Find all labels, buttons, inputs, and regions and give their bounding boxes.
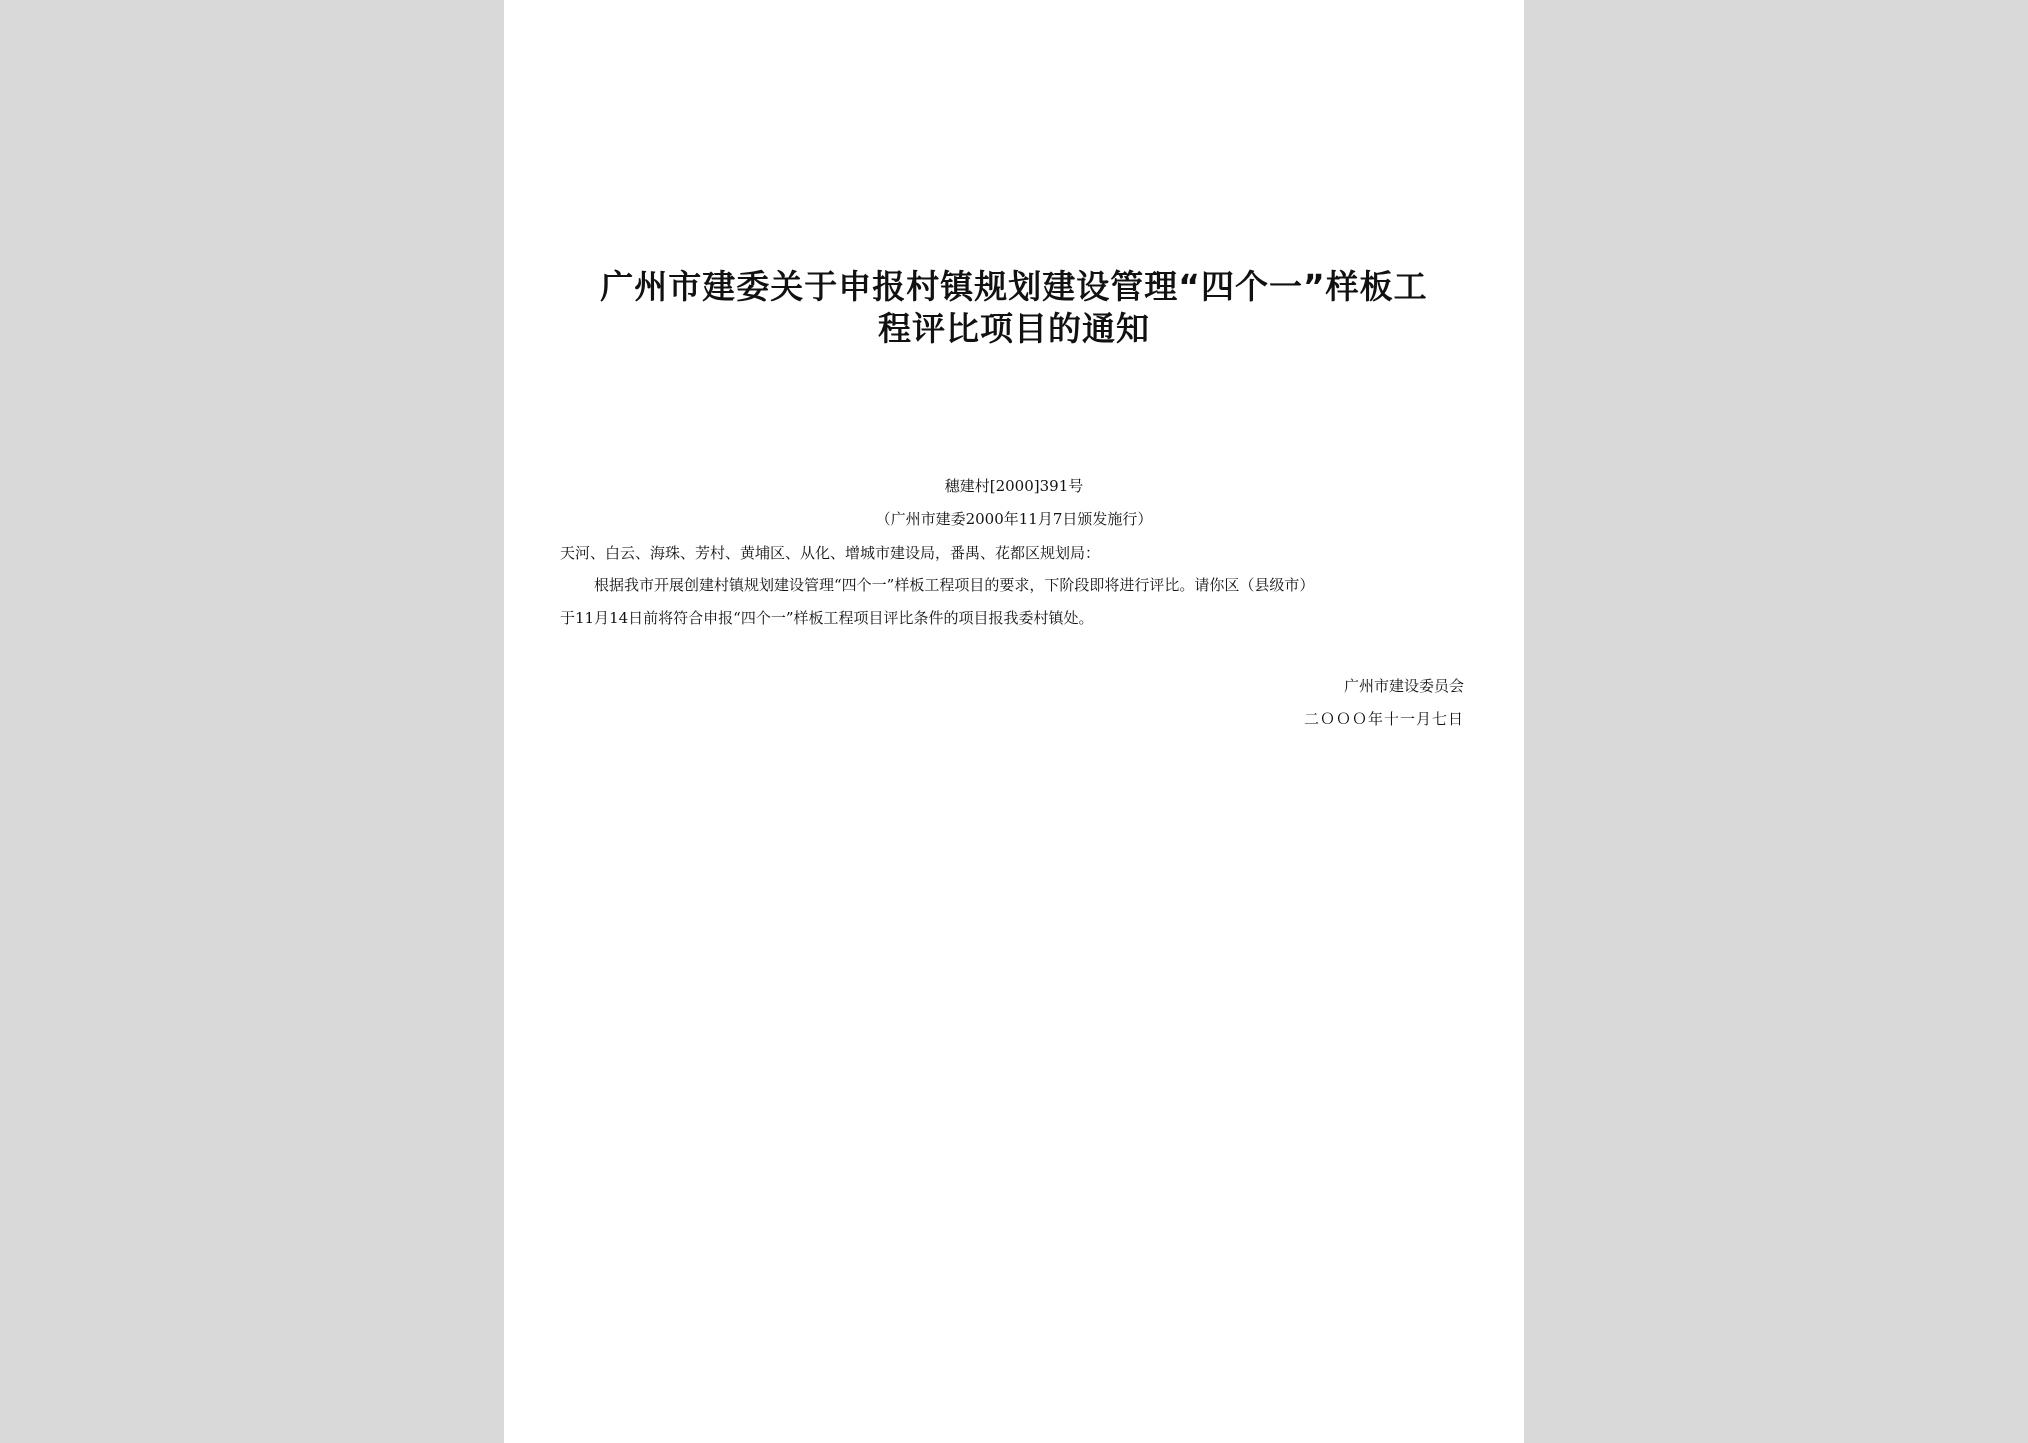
document-number: 穗建村[2000]391号: [944, 477, 1084, 495]
signing-date: 二ＯＯＯ年十一月七日: [1303, 710, 1464, 728]
document-title: [564, 266, 1464, 350]
signer: 广州市建设委员会: [1343, 677, 1464, 695]
recipients-line: 天河、白云、海珠、芳村、黄埔区、从化、增城市建设局，番禺、花都区规划局：: [560, 544, 1101, 562]
title-line-2: 程评比项目的通知: [878, 309, 1150, 348]
title-line-1: 广州市建委关于申报村镇规划建设管理“四个一”样板工: [600, 267, 1428, 306]
issued-note: （广州市建委2000年11月7日颁发施行）: [875, 510, 1153, 528]
document-page: [504, 0, 1524, 1443]
body-paragraph-line-1: 根据我市开展创建村镇规划建设管理“四个一”样板工程项目的要求，下阶段即将进行评比。请你区（县级市）: [594, 576, 1315, 594]
body-paragraph-line-2: 于11月14日前将符合申报“四个一”样板工程项目评比条件的项目报我委村镇处。: [560, 609, 1094, 627]
